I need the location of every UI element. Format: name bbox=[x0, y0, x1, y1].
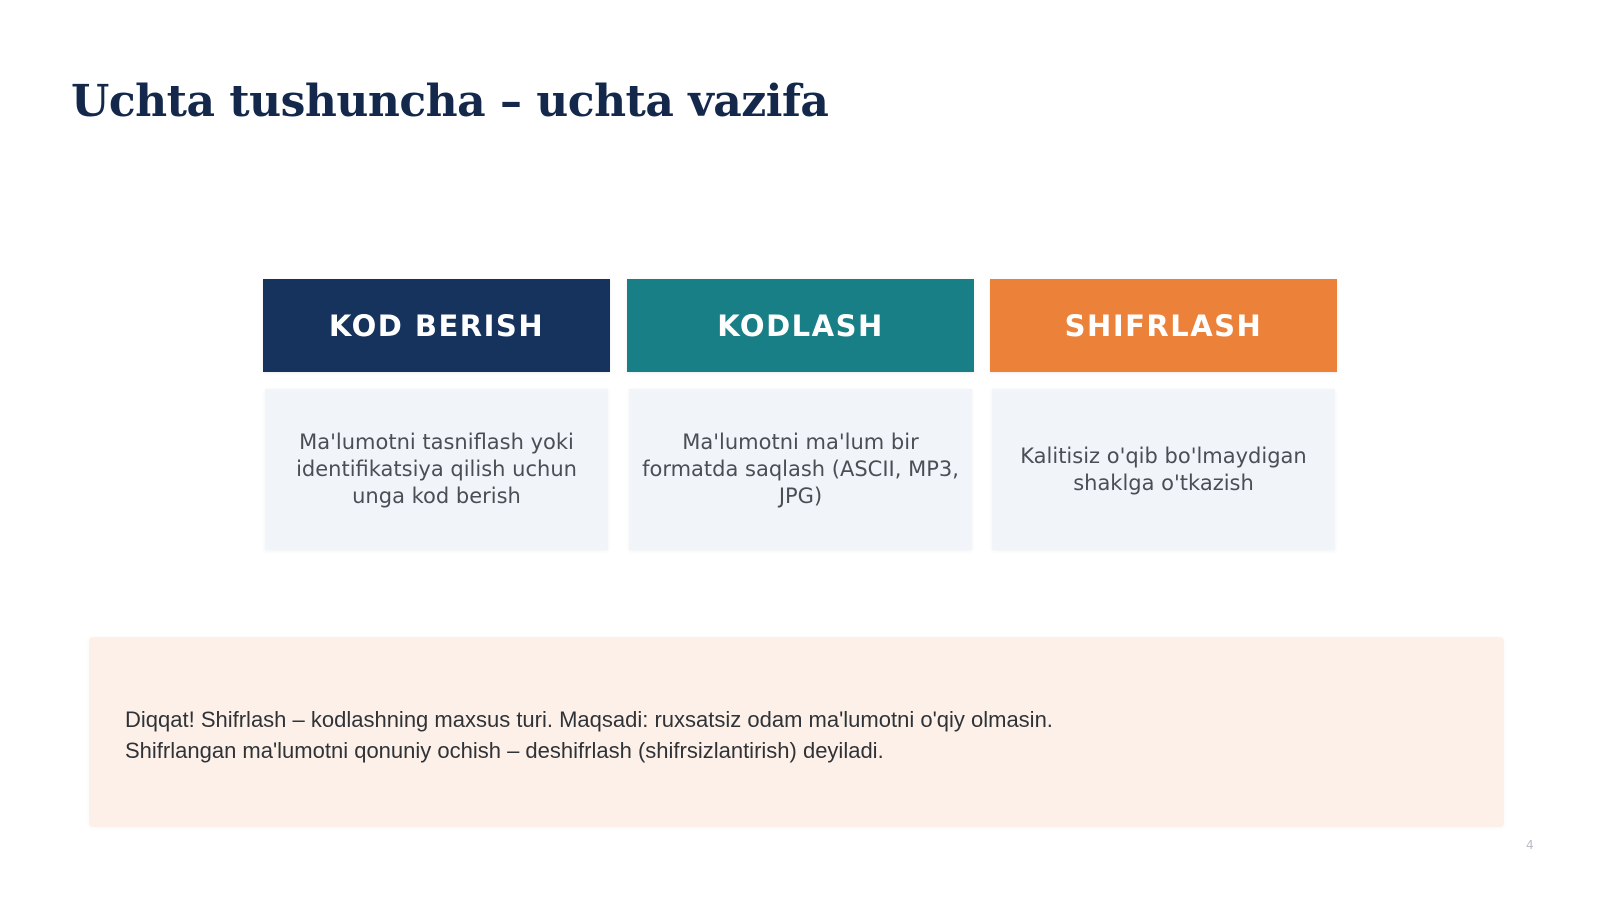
note-text bbox=[125, 704, 1053, 766]
concept-header-shifrlash bbox=[990, 279, 1337, 372]
concept-header-kod-berish bbox=[263, 279, 610, 372]
note-line-2: Shifrlangan ma'lumotni qonuniy ochish – deshifrlash (shifrsizlantirish) deyiladi. bbox=[125, 738, 884, 763]
concept-description: Ma'lumotni ma'lum bir formatda saqlash (ASCII, MP3, JPG) bbox=[642, 430, 959, 508]
page-number: 4 bbox=[1526, 838, 1534, 852]
concept-label: KODLASH bbox=[717, 308, 884, 343]
concept-card-shifrlash bbox=[990, 279, 1337, 552]
note-box bbox=[89, 637, 1504, 827]
concept-header-kodlash bbox=[627, 279, 974, 372]
concept-description: Ma'lumotni tasniflash yoki identifikatsiya qilish uchun unga kod berish bbox=[296, 430, 577, 508]
concept-card-kodlash bbox=[627, 279, 974, 552]
concept-description-box bbox=[629, 389, 972, 550]
concept-label: SHIFRLASH bbox=[1064, 308, 1263, 343]
note-line-1: Diqqat! Shifrlash – kodlashning maxsus turi. Maqsadi: ruxsatsiz odam ma'lumotni o'qiy olmasin. bbox=[125, 707, 1053, 732]
concept-description: Kalitisiz o'qib bo'lmaydigan shaklga o'tkazish bbox=[1020, 443, 1307, 495]
concept-cards bbox=[263, 279, 1337, 552]
concept-card-kod-berish bbox=[263, 279, 610, 552]
concept-description-box bbox=[265, 389, 608, 550]
slide-title: Uchta tushuncha – uchta vazifa bbox=[71, 76, 829, 127]
concept-description-box bbox=[992, 389, 1335, 550]
concept-label: KOD BERISH bbox=[328, 308, 545, 343]
